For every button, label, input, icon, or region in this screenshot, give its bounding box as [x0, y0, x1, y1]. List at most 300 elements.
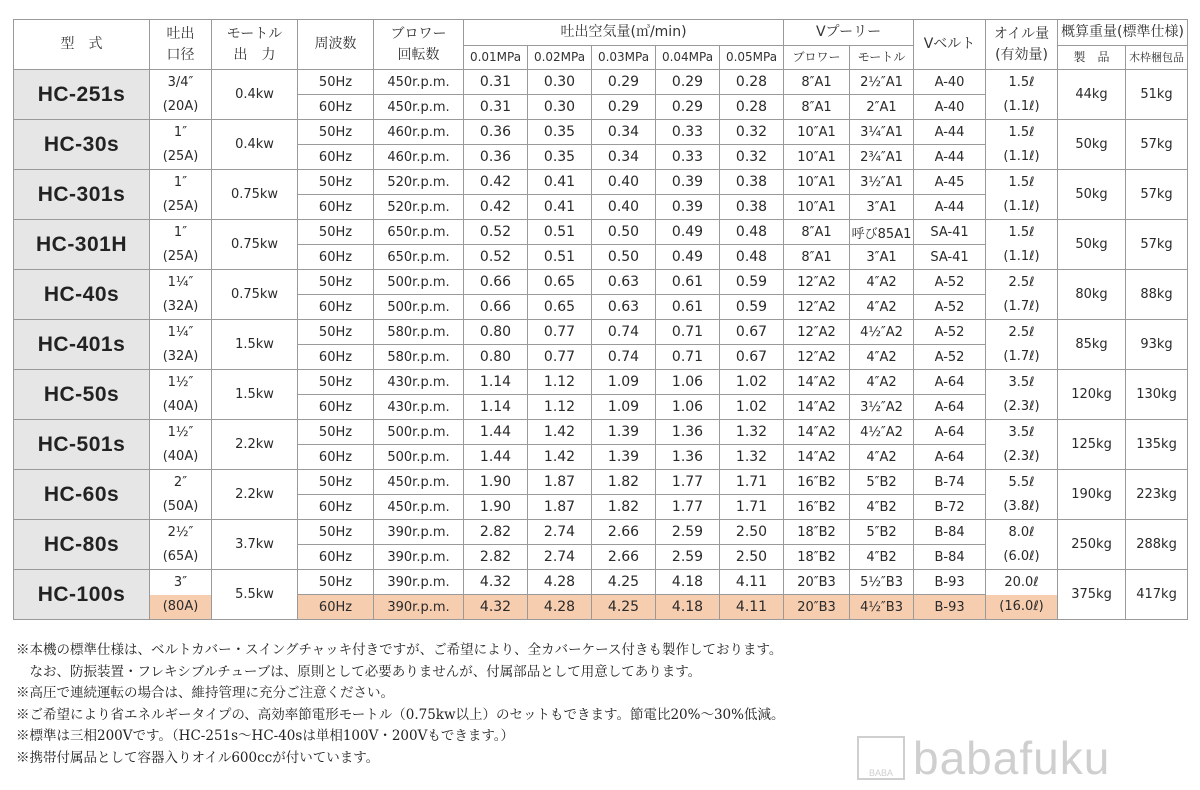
air-volume: 2.82 [464, 520, 528, 545]
oil-amount: 2.5ℓ [1008, 324, 1035, 340]
oil-volume [986, 570, 1058, 620]
air-volume: 0.31 [464, 95, 528, 120]
frequency: 60Hz [298, 395, 374, 420]
weight-crate: 135kg [1126, 420, 1188, 470]
port-size [150, 320, 212, 370]
th-frequency: 周波数 [298, 20, 374, 70]
pulley-motor: 5″B2 [850, 470, 914, 495]
pulley-motor: 4½″A2 [850, 420, 914, 445]
port-inch: 1″ [173, 124, 188, 140]
port-a: (20A) [162, 98, 199, 114]
pulley-blower: 18″B2 [784, 520, 850, 545]
weight-product: 190kg [1058, 470, 1126, 520]
air-volume: 1.82 [592, 495, 656, 520]
weight-product: 375kg [1058, 570, 1126, 620]
air-volume: 0.34 [592, 145, 656, 170]
table-row [14, 270, 1188, 295]
pulley-motor: 5½″B3 [850, 570, 914, 595]
air-volume: 1.14 [464, 395, 528, 420]
blower-rpm: 580r.p.m. [374, 345, 464, 370]
blower-rpm: 390r.p.m. [374, 595, 464, 620]
frequency: 50Hz [298, 170, 374, 195]
note-item: ※高圧で連続運転の場合は、維持管理に充分ご注意ください。 [16, 685, 394, 701]
weight-crate: 93kg [1126, 320, 1188, 370]
pulley-blower: 8″A1 [784, 70, 850, 95]
blower-rpm: 500r.p.m. [374, 270, 464, 295]
table-row [14, 320, 1188, 345]
oil-amount: 20.0ℓ [1004, 574, 1039, 590]
pulley-blower: 12″A2 [784, 295, 850, 320]
air-volume: 1.44 [464, 420, 528, 445]
note-item: ※標準は三相200Vです。（HC-251s〜HC-40sは単相100V・200Vもできます。） [16, 728, 515, 744]
oil-effective: (1.1ℓ) [1003, 98, 1040, 114]
oil-volume [986, 370, 1058, 420]
air-volume: 1.14 [464, 370, 528, 395]
port-inch: 2″ [173, 474, 188, 490]
note-item: なお、防振装置・フレキシブルチューブは、原則として必要ありませんが、付属部品として用意してあります。 [16, 663, 702, 680]
th-pressure: 0.01MPa [464, 46, 528, 70]
port-inch: 1½″ [167, 424, 194, 440]
air-volume: 0.35 [528, 120, 592, 145]
air-volume: 4.25 [592, 595, 656, 620]
air-volume: 0.59 [720, 270, 784, 295]
air-volume: 1.06 [656, 370, 720, 395]
blower-rpm: 450r.p.m. [374, 495, 464, 520]
air-volume: 0.32 [720, 120, 784, 145]
v-belt: A-64 [914, 395, 986, 420]
air-volume: 0.66 [464, 295, 528, 320]
oil-effective: (3.8ℓ) [1003, 498, 1040, 514]
blower-rpm: 390r.p.m. [374, 545, 464, 570]
port-size [150, 270, 212, 320]
oil-volume [986, 270, 1058, 320]
air-volume: 2.74 [528, 545, 592, 570]
oil-effective: (6.0ℓ) [1003, 548, 1040, 564]
port-a: (25A) [162, 148, 199, 164]
table-row [14, 170, 1188, 195]
pulley-motor: 4″A2 [850, 270, 914, 295]
air-volume: 0.40 [592, 195, 656, 220]
port-size [150, 420, 212, 470]
air-volume: 1.39 [592, 420, 656, 445]
spec-table [13, 19, 1188, 620]
air-volume: 1.42 [528, 445, 592, 470]
model-name: HC-100s [14, 570, 150, 620]
air-volume: 1.09 [592, 395, 656, 420]
oil-volume [986, 70, 1058, 120]
air-volume: 4.25 [592, 570, 656, 595]
th-v-belt: Vベルト [914, 20, 986, 70]
table-row [14, 370, 1188, 395]
air-volume: 0.35 [528, 145, 592, 170]
frequency: 50Hz [298, 320, 374, 345]
th-pulley-motor: モートル [850, 46, 914, 70]
port-inch: 1½″ [167, 374, 194, 390]
v-belt: SA-41 [914, 245, 986, 270]
v-belt: A-52 [914, 345, 986, 370]
model-name: HC-60s [14, 470, 150, 520]
pulley-blower: 20″B3 [784, 570, 850, 595]
v-belt: A-45 [914, 170, 986, 195]
weight-product: 120kg [1058, 370, 1126, 420]
air-volume: 2.50 [720, 545, 784, 570]
air-volume: 4.18 [656, 595, 720, 620]
th-pressure: 0.03MPa [592, 46, 656, 70]
air-volume: 0.39 [656, 170, 720, 195]
v-belt: B-84 [914, 545, 986, 570]
pulley-blower: 12″A2 [784, 320, 850, 345]
oil-effective: (1.1ℓ) [1003, 148, 1040, 164]
pulley-blower: 14″A2 [784, 395, 850, 420]
pulley-motor: 呼び85A1 [850, 220, 914, 245]
weight-crate: 288kg [1126, 520, 1188, 570]
air-volume: 0.33 [656, 145, 720, 170]
note-item: ※携帯付属品として容器入りオイル600ccが付いています。 [16, 749, 380, 766]
oil-amount: 1.5ℓ [1008, 224, 1035, 240]
model-name: HC-301s [14, 170, 150, 220]
pulley-motor: 3½″A2 [850, 395, 914, 420]
oil-effective: (1.7ℓ) [1003, 348, 1040, 364]
frequency: 50Hz [298, 270, 374, 295]
pulley-motor: 4″A2 [850, 445, 914, 470]
air-volume: 2.59 [656, 545, 720, 570]
weight-crate: 88kg [1126, 270, 1188, 320]
oil-volume [986, 420, 1058, 470]
frequency: 50Hz [298, 120, 374, 145]
frequency: 60Hz [298, 145, 374, 170]
th-v-pulley: Vプーリー [784, 20, 914, 46]
v-belt: A-52 [914, 320, 986, 345]
model-name: HC-30s [14, 120, 150, 170]
air-volume: 4.32 [464, 595, 528, 620]
pulley-blower: 14″A2 [784, 445, 850, 470]
oil-effective: (1.1ℓ) [1003, 248, 1040, 264]
air-volume: 0.61 [656, 295, 720, 320]
air-volume: 0.31 [464, 70, 528, 95]
th-port: 吐出 口径 [150, 20, 212, 70]
frequency: 50Hz [298, 570, 374, 595]
blower-rpm: 460r.p.m. [374, 120, 464, 145]
motor-output: 3.7kw [212, 520, 298, 570]
weight-product: 50kg [1058, 120, 1126, 170]
air-volume: 0.42 [464, 170, 528, 195]
pulley-motor: 4″A2 [850, 345, 914, 370]
weight-crate: 417kg [1126, 570, 1188, 620]
air-volume: 0.63 [592, 295, 656, 320]
model-name: HC-251s [14, 70, 150, 120]
pulley-motor: 3″A1 [850, 195, 914, 220]
model-name: HC-301H [14, 220, 150, 270]
frequency: 50Hz [298, 420, 374, 445]
model-name: HC-40s [14, 270, 150, 320]
air-volume: 1.12 [528, 370, 592, 395]
v-belt: A-64 [914, 445, 986, 470]
oil-amount: 1.5ℓ [1008, 74, 1035, 90]
air-volume: 0.52 [464, 245, 528, 270]
motor-output: 2.2kw [212, 420, 298, 470]
weight-product: 85kg [1058, 320, 1126, 370]
blower-rpm: 500r.p.m. [374, 295, 464, 320]
air-volume: 0.41 [528, 195, 592, 220]
air-volume: 0.29 [656, 95, 720, 120]
pulley-motor: 4½″B3 [850, 595, 914, 620]
frequency: 60Hz [298, 595, 374, 620]
blower-rpm: 500r.p.m. [374, 420, 464, 445]
air-volume: 0.38 [720, 195, 784, 220]
pulley-blower: 10″A1 [784, 120, 850, 145]
pulley-motor: 4″B2 [850, 495, 914, 520]
port-size [150, 520, 212, 570]
air-volume: 0.40 [592, 170, 656, 195]
air-volume: 1.39 [592, 445, 656, 470]
air-volume: 0.33 [656, 120, 720, 145]
port-a: (25A) [162, 248, 199, 264]
pulley-blower: 12″A2 [784, 270, 850, 295]
oil-volume [986, 170, 1058, 220]
th-air-volume: 吐出空気量(㎥/min) [464, 20, 784, 46]
port-a: (40A) [162, 398, 199, 414]
pulley-motor: 4″B2 [850, 545, 914, 570]
air-volume: 1.02 [720, 370, 784, 395]
air-volume: 2.66 [592, 520, 656, 545]
v-belt: A-44 [914, 120, 986, 145]
air-volume: 0.59 [720, 295, 784, 320]
logo-mark-icon: BABA [857, 736, 905, 780]
air-volume: 0.29 [592, 95, 656, 120]
th-weight-crate: 木枠梱包品 [1126, 46, 1188, 70]
v-belt: B-72 [914, 495, 986, 520]
air-volume: 0.52 [464, 220, 528, 245]
v-belt: SA-41 [914, 220, 986, 245]
model-name: HC-501s [14, 420, 150, 470]
blower-rpm: 430r.p.m. [374, 370, 464, 395]
frequency: 50Hz [298, 370, 374, 395]
table-row [14, 520, 1188, 545]
air-volume: 1.77 [656, 495, 720, 520]
motor-output: 0.4kw [212, 120, 298, 170]
pulley-blower: 20″B3 [784, 595, 850, 620]
note-item: ※本機の標準仕様は、ベルトカバー・スイングチャッキ付きですが、ご希望により、全カバーケース付きも製作しております。 [16, 642, 783, 658]
model-name: HC-401s [14, 320, 150, 370]
air-volume: 1.90 [464, 495, 528, 520]
air-volume: 2.66 [592, 545, 656, 570]
pulley-motor: 2″A1 [850, 95, 914, 120]
port-inch: 3/4″ [167, 74, 194, 90]
weight-crate: 57kg [1126, 220, 1188, 270]
v-belt: B-93 [914, 570, 986, 595]
v-belt: A-44 [914, 195, 986, 220]
air-volume: 4.28 [528, 595, 592, 620]
frequency: 60Hz [298, 95, 374, 120]
table-row [14, 570, 1188, 595]
air-volume: 1.82 [592, 470, 656, 495]
blower-rpm: 390r.p.m. [374, 570, 464, 595]
port-size [150, 220, 212, 270]
oil-volume [986, 320, 1058, 370]
air-volume: 0.28 [720, 95, 784, 120]
oil-amount: 3.5ℓ [1008, 374, 1035, 390]
logo-wordmark: babafuku [913, 732, 1111, 784]
pulley-motor: 4½″A2 [850, 320, 914, 345]
weight-product: 50kg [1058, 170, 1126, 220]
air-volume: 1.71 [720, 470, 784, 495]
frequency: 60Hz [298, 245, 374, 270]
blower-rpm: 450r.p.m. [374, 95, 464, 120]
frequency: 60Hz [298, 295, 374, 320]
pulley-blower: 8″A1 [784, 245, 850, 270]
air-volume: 4.32 [464, 570, 528, 595]
v-belt: A-44 [914, 145, 986, 170]
oil-effective: (16.0ℓ) [986, 595, 1057, 619]
frequency: 50Hz [298, 470, 374, 495]
air-volume: 2.59 [656, 520, 720, 545]
v-belt: A-52 [914, 270, 986, 295]
pulley-blower: 14″A2 [784, 370, 850, 395]
table-row [14, 470, 1188, 495]
air-volume: 0.42 [464, 195, 528, 220]
blower-rpm: 430r.p.m. [374, 395, 464, 420]
air-volume: 1.32 [720, 420, 784, 445]
blower-rpm: 450r.p.m. [374, 470, 464, 495]
air-volume: 0.51 [528, 245, 592, 270]
oil-amount: 8.0ℓ [1008, 524, 1035, 540]
pulley-blower: 10″A1 [784, 195, 850, 220]
air-volume: 1.87 [528, 470, 592, 495]
table-row [14, 70, 1188, 95]
th-motor: モートル 出 力 [212, 20, 298, 70]
port-a: (40A) [162, 448, 199, 464]
th-blower-rpm: ブロワー 回転数 [374, 20, 464, 70]
weight-crate: 223kg [1126, 470, 1188, 520]
air-volume: 0.49 [656, 245, 720, 270]
air-volume: 0.29 [592, 70, 656, 95]
air-volume: 0.30 [528, 95, 592, 120]
air-volume: 1.09 [592, 370, 656, 395]
weight-product: 50kg [1058, 220, 1126, 270]
air-volume: 0.28 [720, 70, 784, 95]
port-a: (65A) [162, 548, 199, 564]
frequency: 60Hz [298, 495, 374, 520]
blower-rpm: 580r.p.m. [374, 320, 464, 345]
oil-amount: 3.5ℓ [1008, 424, 1035, 440]
air-volume: 1.87 [528, 495, 592, 520]
pulley-blower: 14″A2 [784, 420, 850, 445]
air-volume: 0.34 [592, 120, 656, 145]
air-volume: 0.74 [592, 320, 656, 345]
pulley-blower: 16″B2 [784, 495, 850, 520]
motor-output: 0.75kw [212, 270, 298, 320]
air-volume: 0.50 [592, 245, 656, 270]
blower-rpm: 650r.p.m. [374, 220, 464, 245]
v-belt: A-40 [914, 70, 986, 95]
motor-output: 5.5kw [212, 570, 298, 620]
port-size [150, 120, 212, 170]
pulley-blower: 12″A2 [784, 345, 850, 370]
v-belt: B-74 [914, 470, 986, 495]
frequency: 60Hz [298, 545, 374, 570]
oil-effective: (2.3ℓ) [1003, 398, 1040, 414]
port-size [150, 470, 212, 520]
blower-rpm: 520r.p.m. [374, 170, 464, 195]
motor-output: 2.2kw [212, 470, 298, 520]
air-volume: 4.11 [720, 570, 784, 595]
oil-amount: 1.5ℓ [1008, 174, 1035, 190]
v-belt: A-64 [914, 370, 986, 395]
pulley-blower: 8″A1 [784, 220, 850, 245]
air-volume: 0.29 [656, 70, 720, 95]
air-volume: 1.36 [656, 420, 720, 445]
air-volume: 1.06 [656, 395, 720, 420]
port-size [150, 70, 212, 120]
pulley-blower: 8″A1 [784, 95, 850, 120]
air-volume: 0.65 [528, 270, 592, 295]
blower-rpm: 500r.p.m. [374, 445, 464, 470]
port-inch: 1¼″ [167, 274, 194, 290]
air-volume: 0.50 [592, 220, 656, 245]
pulley-motor: 3¼″A1 [850, 120, 914, 145]
weight-crate: 51kg [1126, 70, 1188, 120]
th-pressure: 0.04MPa [656, 46, 720, 70]
air-volume: 0.63 [592, 270, 656, 295]
air-volume: 0.36 [464, 120, 528, 145]
air-volume: 1.77 [656, 470, 720, 495]
oil-volume [986, 120, 1058, 170]
motor-output: 0.4kw [212, 70, 298, 120]
motor-output: 0.75kw [212, 220, 298, 270]
frequency: 60Hz [298, 345, 374, 370]
air-volume: 0.38 [720, 170, 784, 195]
air-volume: 1.12 [528, 395, 592, 420]
air-volume: 0.77 [528, 345, 592, 370]
air-volume: 0.36 [464, 145, 528, 170]
table-row [14, 220, 1188, 245]
weight-product: 125kg [1058, 420, 1126, 470]
frequency: 50Hz [298, 220, 374, 245]
air-volume: 0.49 [656, 220, 720, 245]
port-a: (50A) [162, 498, 199, 514]
air-volume: 0.65 [528, 295, 592, 320]
pulley-blower: 10″A1 [784, 145, 850, 170]
motor-output: 1.5kw [212, 370, 298, 420]
air-volume: 4.18 [656, 570, 720, 595]
frequency: 50Hz [298, 70, 374, 95]
air-volume: 1.36 [656, 445, 720, 470]
motor-output: 1.5kw [212, 320, 298, 370]
port-inch: 1¼″ [167, 324, 194, 340]
blower-rpm: 390r.p.m. [374, 520, 464, 545]
port-size [150, 170, 212, 220]
air-volume: 0.67 [720, 320, 784, 345]
pulley-motor: 4″A2 [850, 370, 914, 395]
th-pulley-blower: ブロワー [784, 46, 850, 70]
blower-rpm: 450r.p.m. [374, 70, 464, 95]
air-volume: 0.80 [464, 345, 528, 370]
th-model: 型 式 [14, 20, 150, 70]
air-volume: 0.80 [464, 320, 528, 345]
air-volume: 2.50 [720, 520, 784, 545]
air-volume: 0.48 [720, 245, 784, 270]
air-volume: 0.30 [528, 70, 592, 95]
oil-effective: (1.1ℓ) [1003, 198, 1040, 214]
oil-volume [986, 220, 1058, 270]
pulley-motor: 4″A2 [850, 295, 914, 320]
port-a: (80A) [150, 595, 211, 619]
air-volume: 4.11 [720, 595, 784, 620]
air-volume: 0.32 [720, 145, 784, 170]
port-inch: 3″ [173, 574, 188, 590]
weight-product: 44kg [1058, 70, 1126, 120]
motor-output: 0.75kw [212, 170, 298, 220]
